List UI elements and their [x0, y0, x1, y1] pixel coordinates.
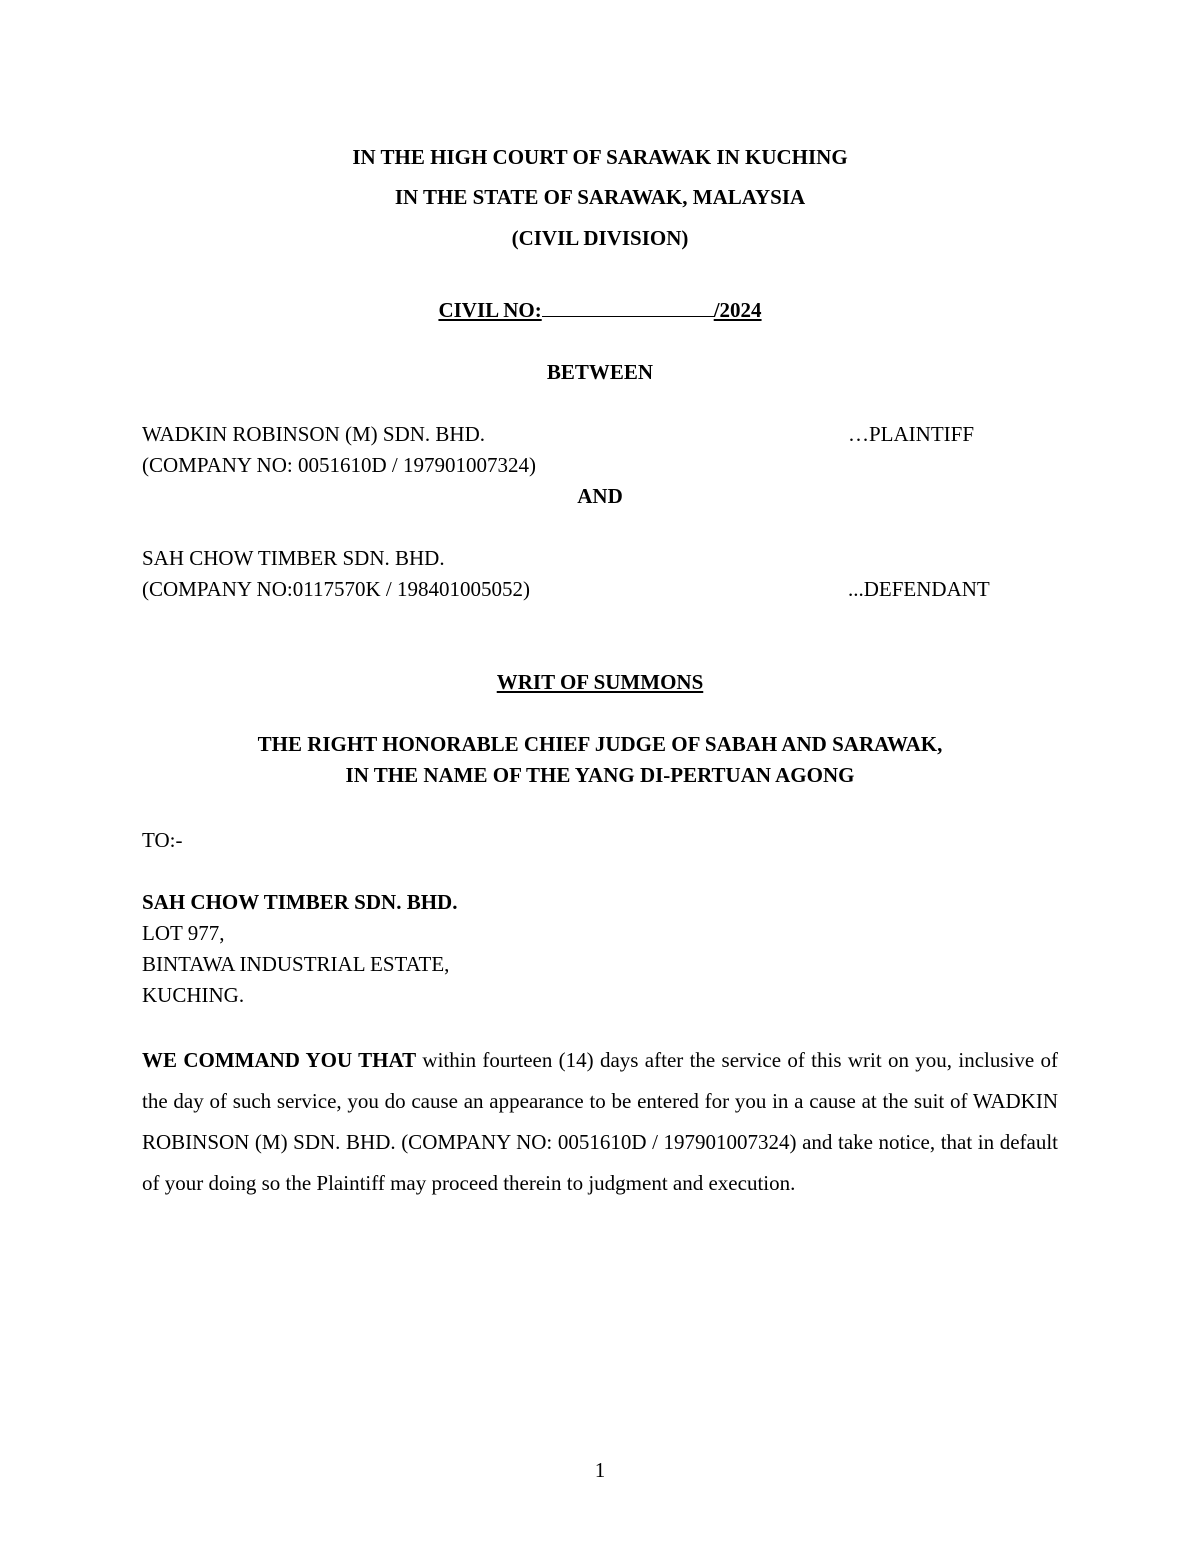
- command-lead: WE COMMAND YOU THAT: [142, 1048, 417, 1072]
- defendant-role: ...DEFENDANT: [848, 577, 990, 601]
- civil-number: [0, 300, 1200, 321]
- court-heading-line-2: IN THE STATE OF SARAWAK, MALAYSIA: [394, 185, 806, 209]
- civil-number-year: /2024: [713, 298, 762, 322]
- recipient-address-line-3: KUCHING.: [142, 983, 245, 1007]
- civil-number-blank: [542, 315, 714, 317]
- page-number: 1: [594, 1458, 606, 1482]
- recipient-name: SAH CHOW TIMBER SDN. BHD.: [142, 890, 458, 914]
- address-line-1: THE RIGHT HONORABLE CHIEF JUDGE OF SABAH AND SARAWAK,: [257, 732, 943, 756]
- command-text: within fourteen (14) days after the service of this writ on you, inclusive of the day of such service, you do cause an appearance to be entered for you in a cause at the suit of WADKIN ROBINSON (M) SDN. BHD. (COMPANY NO: 0051610D / 197901007324) and take notice, that in default of your doing so the Plaintiff may proceed therein to judgment and execution.: [142, 1048, 1058, 1195]
- command-paragraph: [142, 1040, 1058, 1204]
- to-label: TO:-: [142, 828, 183, 852]
- defendant-name: SAH CHOW TIMBER SDN. BHD.: [142, 546, 445, 570]
- plaintiff-company-no: (COMPANY NO: 0051610D / 197901007324): [142, 453, 536, 477]
- recipient-address-line-2: BINTAWA INDUSTRIAL ESTATE,: [142, 952, 450, 976]
- court-heading-line-1: IN THE HIGH COURT OF SARAWAK IN KUCHING: [352, 145, 848, 169]
- recipient-address-line-1: LOT 977,: [142, 921, 225, 945]
- civil-number-label: CIVIL NO:: [438, 298, 542, 322]
- address-line-2: IN THE NAME OF THE YANG DI-PERTUAN AGONG: [345, 763, 855, 787]
- defendant-company-no: (COMPANY NO:0117570K / 198401005052): [142, 577, 530, 601]
- between-label: BETWEEN: [546, 360, 654, 384]
- writ-title: WRIT OF SUMMONS: [496, 670, 704, 694]
- court-heading-line-3: (CIVIL DIVISION): [511, 226, 689, 250]
- and-label: AND: [577, 484, 623, 508]
- plaintiff-name: WADKIN ROBINSON (M) SDN. BHD.: [142, 422, 486, 446]
- plaintiff-role: …PLAINTIFF: [848, 422, 975, 446]
